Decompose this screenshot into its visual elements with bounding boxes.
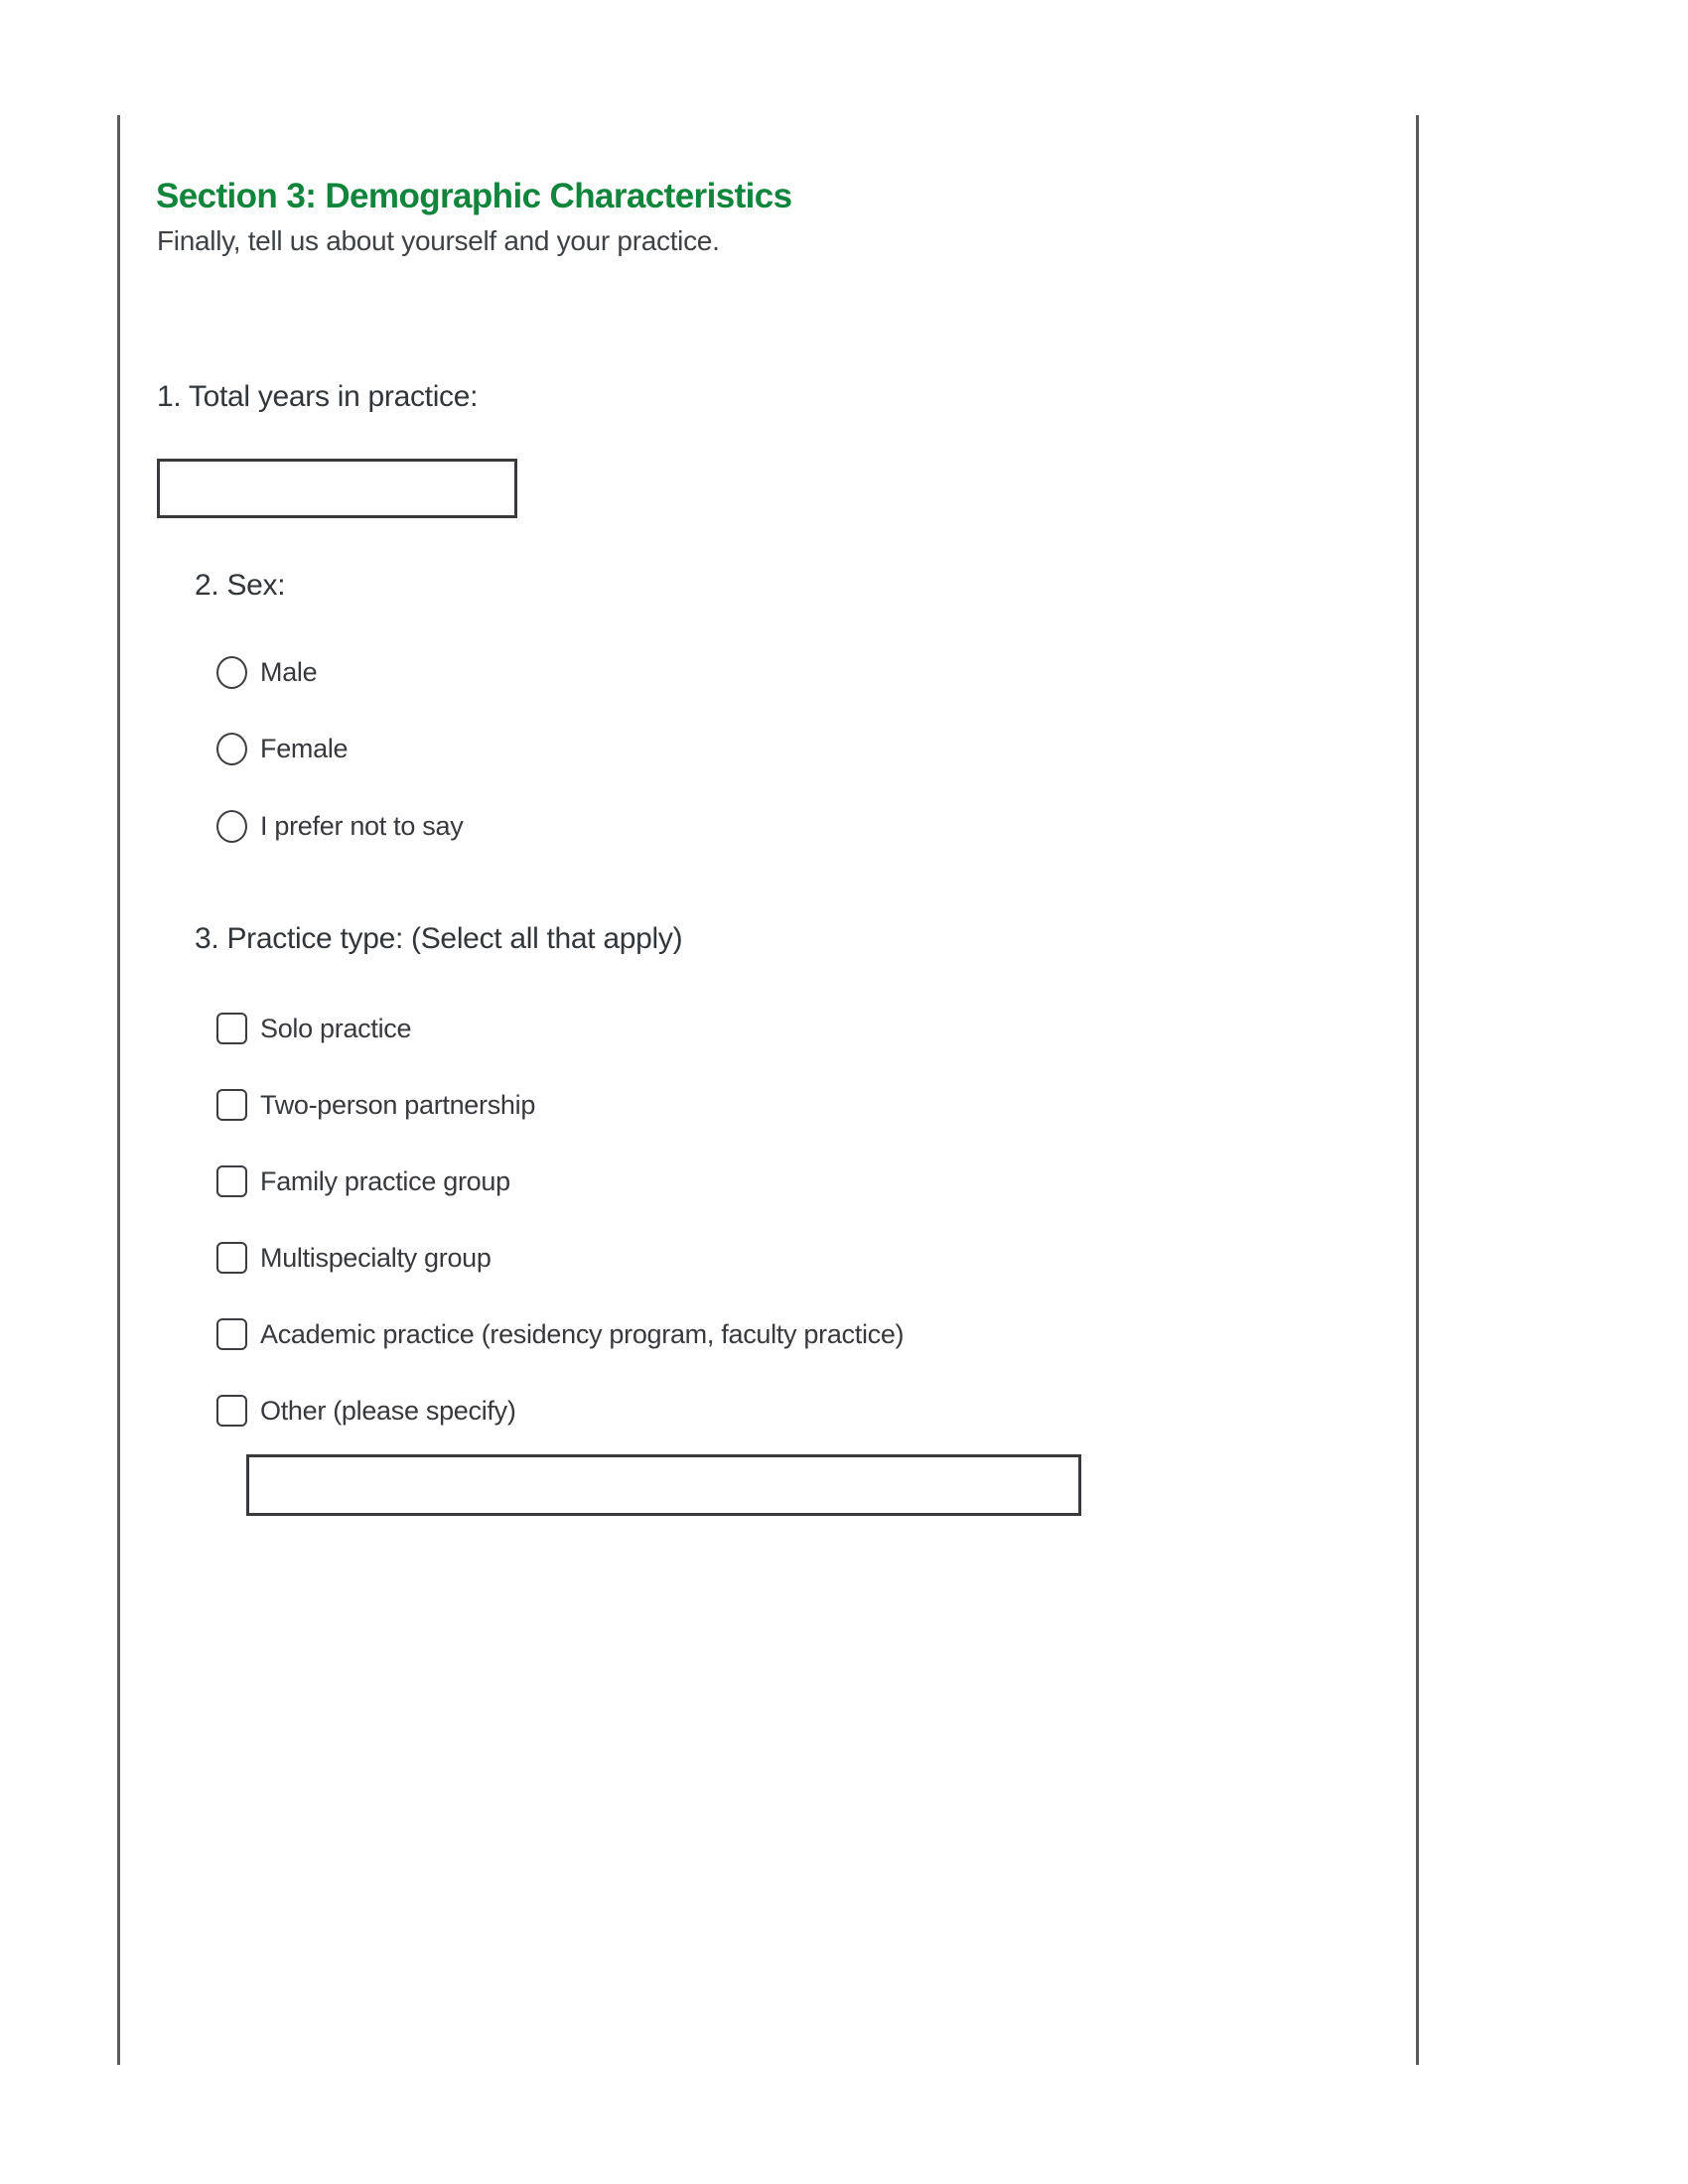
question-1-label: 1. Total years in practice: [157,380,479,413]
radio-option-female [216,729,348,768]
radio-option-prefer-not-to-say [216,806,463,846]
radio-button-male[interactable] [216,656,247,689]
other-specify-input[interactable] [246,1454,1081,1516]
question-3-label: 3. Practice type: (Select all that apply) [195,922,683,955]
radio-label-prefer-not-to-say: I prefer not to say [260,810,464,841]
checkbox-family-practice-group[interactable] [216,1165,247,1197]
radio-button-female[interactable] [216,733,247,765]
checkbox-label-academic-practice: Academic practice (residency program, faculty practice) [260,1318,905,1349]
years-in-practice-input[interactable] [157,459,517,518]
section-title: Section 3: Demographic Characteristics [156,177,792,215]
checkbox-option-solo-practice [216,1009,411,1048]
checkbox-multispecialty-group[interactable] [216,1242,247,1274]
checkbox-label-multispecialty-group: Multispecialty group [260,1242,492,1273]
checkbox-two-person-partnership[interactable] [216,1089,247,1121]
checkbox-label-family-practice-group: Family practice group [260,1165,510,1196]
radio-label-female: Female [260,733,349,763]
checkbox-option-multispecialty-group [216,1238,492,1278]
checkbox-option-two-person-partnership [216,1085,535,1125]
radio-button-prefer-not-to-say[interactable] [216,810,247,843]
checkbox-academic-practice[interactable] [216,1318,247,1350]
section-subtitle: Finally, tell us about yourself and your practice. [157,225,720,256]
checkbox-option-other [216,1391,516,1431]
left-page-border-line [117,115,120,2065]
checkbox-label-other: Other (please specify) [260,1395,516,1426]
radio-label-male: Male [260,656,318,687]
right-page-border-line [1416,115,1419,2065]
checkbox-solo-practice[interactable] [216,1013,247,1044]
checkbox-option-academic-practice [216,1314,904,1354]
checkbox-option-family-practice-group [216,1161,510,1201]
question-2-label: 2. Sex: [195,569,286,602]
checkbox-label-solo-practice: Solo practice [260,1013,412,1043]
checkbox-label-two-person-partnership: Two-person partnership [260,1089,536,1120]
radio-option-male [216,652,317,692]
checkbox-other[interactable] [216,1395,247,1427]
